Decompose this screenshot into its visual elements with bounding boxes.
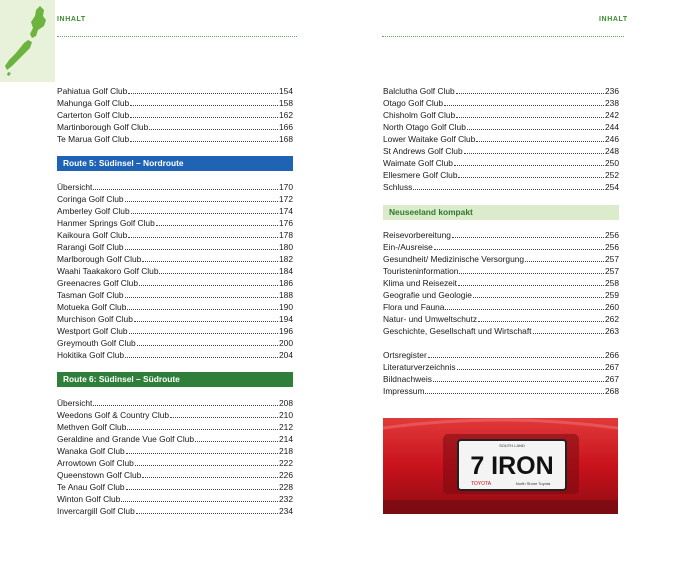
toc-entry[interactable]: Geografie und Geologie 259	[383, 290, 619, 300]
toc-entry[interactable]: Natur- und Umweltschutz 262	[383, 314, 619, 324]
toc-entry[interactable]: Gesundheit/ Medizinische Versorgung 257	[383, 254, 619, 264]
plate-number-text: 7 IRON	[470, 452, 554, 480]
toc-entry[interactable]: Chisholm Golf Club 242	[383, 110, 619, 120]
header-divider-right	[382, 36, 624, 37]
toc-entry[interactable]: Bildnachweis 267	[383, 374, 619, 384]
header-divider-left	[57, 36, 297, 37]
toc-entry[interactable]: Impressum 268	[383, 386, 619, 396]
toc-left-group-1	[57, 85, 293, 145]
plate-dealer-text: TOYOTA	[470, 481, 492, 487]
toc-entry[interactable]: Schluss 254	[383, 182, 619, 192]
toc-entry[interactable]: Waahi Taakakoro Golf Club 184	[57, 266, 293, 276]
toc-left-group-2	[57, 181, 293, 361]
plate-dealer-subtext: North Shore Toyota	[515, 481, 551, 486]
toc-entry[interactable]: Balclutha Golf Club 236	[383, 86, 619, 96]
toc-entry[interactable]: Greymouth Golf Club 200	[57, 338, 293, 348]
toc-entry[interactable]: Ein-/Ausreise 256	[383, 242, 619, 252]
toc-entry[interactable]: Literaturverzeichnis 267	[383, 362, 619, 372]
toc-entry[interactable]: Otago Golf Club 238	[383, 98, 619, 108]
toc-left-group-3	[57, 397, 293, 517]
toc-entry[interactable]: Rarangi Golf Club 180	[57, 242, 293, 252]
toc-entry[interactable]: Queenstown Golf Club 226	[57, 470, 293, 480]
running-header-right: INHALT	[599, 16, 628, 23]
license-plate-photo	[383, 418, 618, 514]
toc-entry[interactable]: North Otago Golf Club 244	[383, 122, 619, 132]
toc-entry[interactable]: St Andrews Golf Club 248	[383, 146, 619, 156]
toc-entry[interactable]: Ortsregister 266	[383, 350, 619, 360]
toc-entry[interactable]: Reisevorbereitung 256	[383, 230, 619, 240]
toc-entry[interactable]: Tasman Golf Club 188	[57, 290, 293, 300]
toc-entry[interactable]: Kaikoura Golf Club 178	[57, 230, 293, 240]
toc-entry[interactable]: Martinborough Golf Club 166	[57, 122, 293, 132]
toc-entry[interactable]: Mahunga Golf Club 158	[57, 98, 293, 108]
toc-entry[interactable]: Invercargill Golf Club 234	[57, 506, 293, 516]
toc-right-group-3	[383, 349, 619, 397]
compact-section-banner: Neuseeland kompakt	[383, 205, 619, 220]
toc-entry[interactable]: Übersicht 170	[57, 182, 293, 192]
toc-entry[interactable]: Weedons Golf & Country Club 210	[57, 410, 293, 420]
toc-entry[interactable]: Motueka Golf Club 190	[57, 302, 293, 312]
toc-entry[interactable]: Flora und Fauna 260	[383, 302, 619, 312]
toc-entry[interactable]: Waimate Golf Club 250	[383, 158, 619, 168]
running-header-left: INHALT	[57, 16, 86, 23]
toc-right-group-2	[383, 229, 619, 337]
nz-map-corner	[0, 0, 55, 82]
toc-right-group-1	[383, 85, 619, 193]
toc-entry[interactable]: Touristeninformation 257	[383, 266, 619, 276]
toc-entry[interactable]: Greenacres Golf Club 186	[57, 278, 293, 288]
toc-entry[interactable]: Hokitika Golf Club 204	[57, 350, 293, 360]
toc-entry[interactable]: Hanmer Springs Golf Club 176	[57, 218, 293, 228]
toc-entry[interactable]: Klima und Reisezeit 258	[383, 278, 619, 288]
toc-entry[interactable]: Arrowtown Golf Club 222	[57, 458, 293, 468]
toc-entry[interactable]: Methven Golf Club 212	[57, 422, 293, 432]
car-plate-illustration	[383, 418, 618, 514]
toc-entry[interactable]: Geschichte, Gesellschaft und Wirtschaft 263	[383, 326, 619, 336]
toc-entry[interactable]: Carterton Golf Club 162	[57, 110, 293, 120]
toc-entry[interactable]: Amberley Golf Club 174	[57, 206, 293, 216]
plate-region-text: SOUTH LAND	[499, 443, 525, 448]
toc-entry[interactable]: Westport Golf Club 196	[57, 326, 293, 336]
toc-entry[interactable]: Marlborough Golf Club 182	[57, 254, 293, 264]
toc-entry[interactable]: Te Anau Golf Club 228	[57, 482, 293, 492]
toc-entry[interactable]: Murchison Golf Club 194	[57, 314, 293, 324]
route5-section-banner: Route 5: Südinsel – Nordroute	[57, 156, 293, 171]
toc-entry[interactable]: Pahiatua Golf Club 154	[57, 86, 293, 96]
toc-entry[interactable]: Te Marua Golf Club 168	[57, 134, 293, 144]
route6-section-banner: Route 6: Südinsel – Südroute	[57, 372, 293, 387]
toc-entry[interactable]: Coringa Golf Club 172	[57, 194, 293, 204]
toc-entry[interactable]: Übersicht 208	[57, 398, 293, 408]
new-zealand-map-icon	[0, 0, 55, 82]
toc-entry[interactable]: Lower Waitake Golf Club 246	[383, 134, 619, 144]
toc-entry[interactable]: Geraldine and Grande Vue Golf Club 214	[57, 434, 293, 444]
toc-entry[interactable]: Wanaka Golf Club 218	[57, 446, 293, 456]
toc-entry[interactable]: Winton Golf Club 232	[57, 494, 293, 504]
toc-entry[interactable]: Ellesmere Golf Club 252	[383, 170, 619, 180]
